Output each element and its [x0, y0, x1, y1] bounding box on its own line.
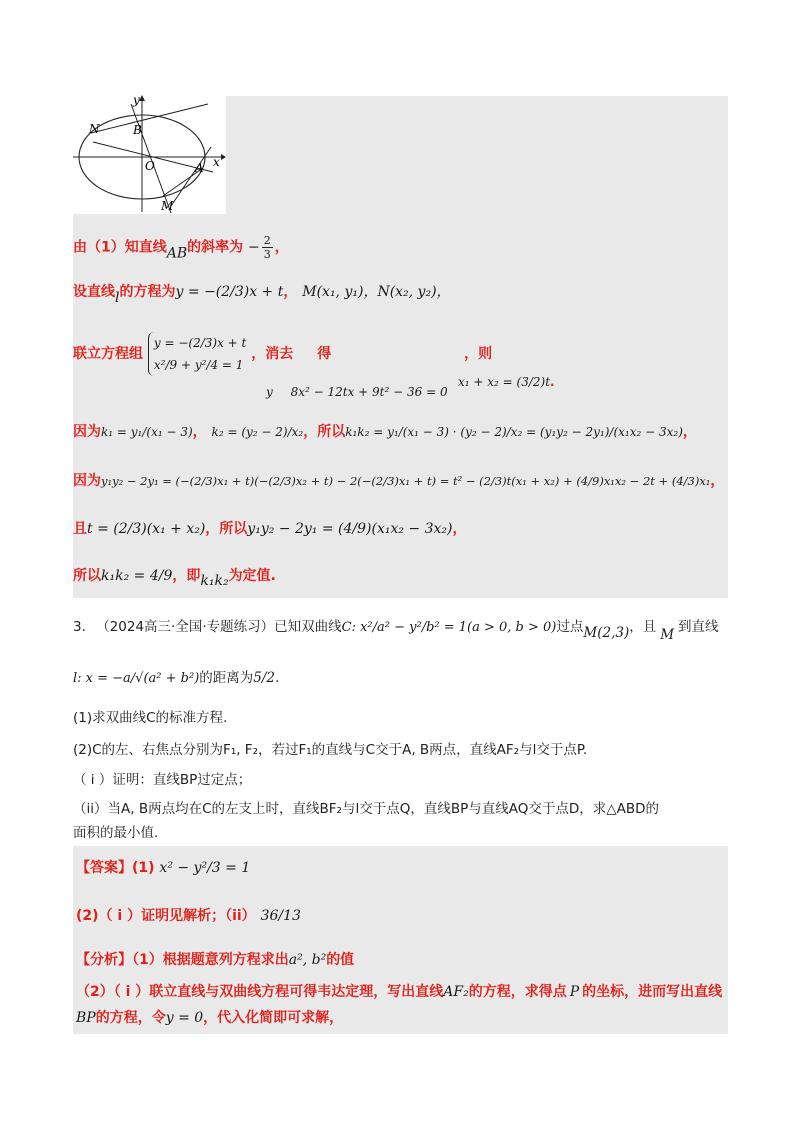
answer-label: 【答案】	[76, 860, 132, 876]
expansion: y₁y₂ − 2y₁ = (−(2/3)x₁ + t)(−(2/3)x₂ + t) − 2(−(2/3)x₁ + t) = t² − (2/3)t(x₁ + x₂) + (4/9)x₁x₂ − 2t + (4/3)x₁	[101, 474, 711, 488]
analysis-line-1	[76, 950, 354, 970]
math-a2-b2: a², b²	[288, 952, 327, 968]
math-P: P	[569, 984, 580, 1000]
points-MN: M(x₁, y₁)，N(x₂, y₂)，	[302, 284, 451, 300]
analysis-line-3	[76, 1008, 343, 1028]
problem-number: 3.	[73, 619, 86, 635]
fig-label-O: O	[145, 159, 155, 173]
sum-of-roots	[458, 372, 555, 392]
quadratic: 8x² − 12tx + 9t² − 36 = 0	[290, 385, 448, 399]
analysis-line-2	[76, 982, 722, 1002]
solution-line-3	[73, 332, 492, 376]
solution-line-1: 由（1）知直线AB的斜率为 − $\frac{2}{3}$ ，	[73, 234, 289, 262]
fig-label-y: y	[133, 93, 140, 107]
text: （1）根据题意列方程求出	[132, 952, 289, 968]
text: 的方程，求得点	[468, 984, 567, 1000]
text: 联立方程组	[73, 346, 143, 362]
fig-label-B: B	[133, 123, 142, 137]
math-k1k2: k₁k₂	[200, 573, 229, 589]
solution-line-2: 设直线l的方程为y = −(2/3)x + t， M(x₁, y₁)，N(x₂, y₂)，	[73, 284, 451, 306]
text: 到直线	[678, 619, 719, 635]
text: 为定值.	[228, 568, 276, 584]
ellipse-figure	[73, 92, 226, 214]
text: 因为	[73, 473, 101, 489]
text: (2)（ i ）证明见解析；（ii）	[76, 908, 256, 924]
fig-label-M: M	[161, 199, 174, 213]
solution-line-7	[73, 566, 276, 591]
system-eq-2: x²/9 + y²/4 = 1	[153, 358, 244, 372]
problem-source: （2024高三·全国·专题练习）	[96, 619, 275, 635]
text: ，	[274, 239, 289, 256]
math-y-zero: y = 0	[165, 1010, 204, 1026]
problem-3-part-2-ii: （ii）当A, B两点均在C的左支上时，直线BF₂与l交于点Q，直线BP与直线AQ交于点D，求△ABD的	[73, 801, 660, 817]
text: 得	[317, 346, 332, 362]
answer-area-value: 36/13	[260, 908, 301, 924]
problem-3-stem-2: l: x = −a/√(a² + b²)的距离为5/2.	[73, 670, 280, 686]
analysis-label: 【分析】	[76, 952, 132, 968]
solution-line-3-math	[266, 382, 448, 402]
text: 的距离为	[199, 670, 254, 686]
simplified-expression: y₁y₂ − 2y₁ = (4/9)(x₁x₂ − 3x₂)	[247, 521, 453, 537]
problem-3-part-2-i: （ i ）证明：直线BP过定点；	[73, 772, 252, 788]
text: 的坐标，进而写出直线	[582, 984, 723, 1000]
text: 已知双曲线	[274, 619, 342, 635]
solution-line-6: 且t = (2/3)(x₁ + x₂)，所以y₁y₂ − 2y₁ = (4/9)(x₁x₂ − 3x₂)，	[73, 521, 467, 537]
text: （2）（ i ）联立直线与双曲线方程可得韦达定理，写出直线	[76, 984, 444, 1000]
problem-3-part-1: (1)求双曲线C的标准方程.	[73, 710, 228, 726]
text: (1)	[132, 860, 155, 876]
text: ，所以	[205, 521, 248, 537]
text: 的值	[326, 952, 355, 968]
text: ，消去	[251, 346, 294, 362]
problem-3-part-2: (2)C的左、右焦点分别为F₁, F₂，若过F₁的直线与C交于A, B两点，直线AF₂与l交于点P.	[73, 742, 588, 758]
math-AB: AB	[166, 245, 188, 262]
hyperbola-equation: C: x²/a² − y²/b² = 1(a > 0, b > 0)	[341, 620, 557, 635]
k1k2-product: k₁k₂ = y₁/(x₁ − 3) · (y₂ − 2)/x₂ = (y₁y₂ − 2y₁)/(x₁x₂ − 3x₂)	[345, 425, 683, 439]
text: 因为	[73, 424, 101, 440]
text: 由（1）知直线	[73, 239, 167, 256]
answer-line-2	[76, 906, 301, 926]
solution-panel-top	[226, 96, 728, 214]
k1k2-value: k₁k₂ = 4/9	[101, 568, 173, 584]
fig-label-N: N	[89, 122, 100, 136]
text: 的方程为	[119, 284, 176, 300]
sum-of-roots-text: x₁ + x₂ = (3/2)t	[458, 375, 551, 389]
math-AF2: AF₂	[443, 984, 469, 1000]
slope-fraction: $\frac{2}{3}$	[263, 234, 271, 261]
text: 过点	[556, 619, 584, 635]
equation-system	[148, 332, 246, 376]
line-equation: y = −(2/3)x + t	[175, 284, 284, 300]
answer-line-1	[76, 858, 250, 878]
solution-panel	[73, 214, 728, 598]
math-y: y	[266, 385, 273, 399]
text: 的方程，令	[95, 1010, 166, 1026]
text: 且	[73, 521, 87, 537]
text: 所以	[73, 568, 101, 584]
text: 所以	[317, 424, 346, 440]
problem-3-stem	[73, 617, 719, 645]
math-M: M	[660, 627, 675, 643]
text: 的斜率为	[187, 239, 244, 256]
k2-def: k₂ = (y₂ − 2)/x₂	[211, 425, 304, 439]
text: ，即	[172, 568, 201, 584]
text: ，则	[464, 346, 493, 362]
t-expression: t = (2/3)(x₁ + x₂)	[87, 521, 206, 537]
answer-equation: x² − y²/3 = 1	[159, 860, 251, 876]
system-eq-1: y = −(2/3)x + t	[153, 336, 247, 350]
distance-value: 5/2	[253, 670, 275, 686]
text: .	[550, 375, 555, 389]
problem-3-part-2-ii-cont: 面积的最小值.	[73, 825, 159, 841]
line-l-equation: l: x = −a/√(a² + b²)	[73, 671, 200, 686]
text: 设直线	[73, 284, 115, 300]
k1-def: k₁ = y₁/(x₁ − 3)	[101, 425, 193, 439]
point-M: M(2,3)	[583, 625, 630, 641]
math-BP: BP	[76, 1010, 96, 1026]
solution-line-4: 因为k₁ = y₁/(x₁ − 3)， k₂ = (y₂ − 2)/x₂，所以k₁k₂ = y₁/(x₁ − 3) · (y₂ − 2)/x₂ = (y₁y₂ − 2y₁)/(x₁x₂ − 3x₂)，	[73, 424, 697, 440]
math-l: l	[115, 290, 120, 306]
fig-label-x: x	[213, 155, 220, 169]
text: ，且	[629, 619, 657, 635]
text: ，代入化简即可求解，	[203, 1010, 344, 1026]
fig-label-A: A	[195, 161, 204, 175]
solution-line-5: 因为y₁y₂ − 2y₁ = (−(2/3)x₁ + t)(−(2/3)x₂ + t) − 2(−(2/3)x₁ + t) = t² − (2/3)t(x₁ + x₂) + (4/9)x₁x₂ − 2t + (4/3)x₁，	[73, 473, 725, 489]
